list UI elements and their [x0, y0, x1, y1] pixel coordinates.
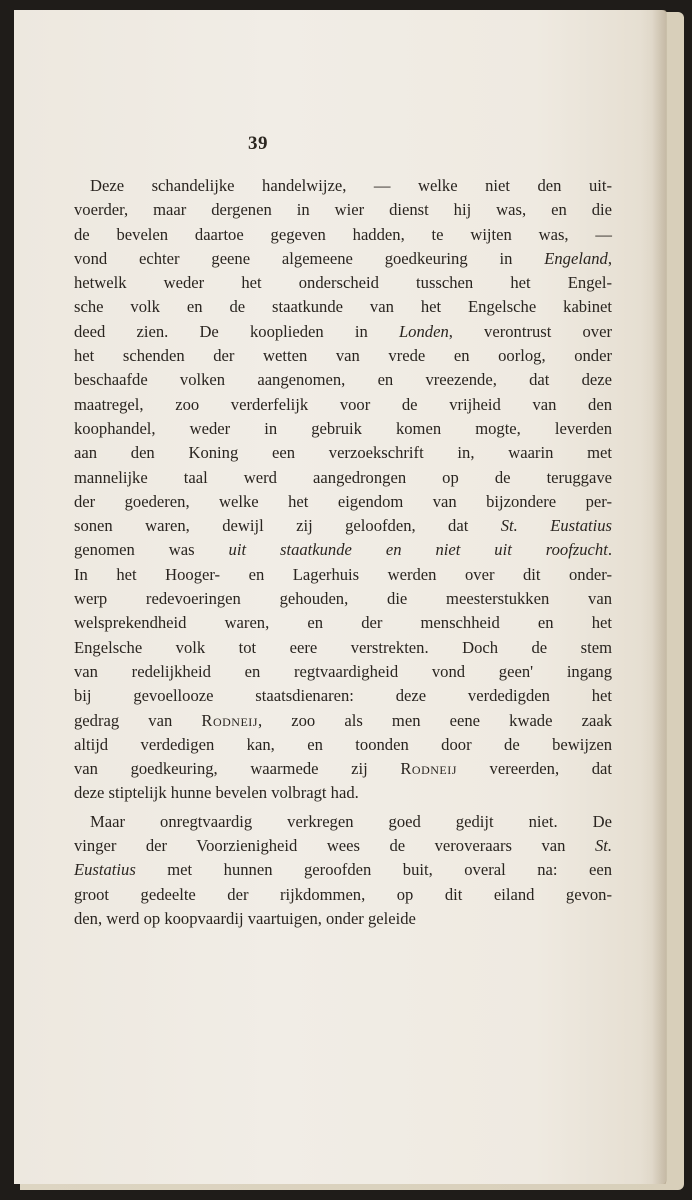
- italic-text: St. Eustatius: [500, 516, 612, 536]
- text-segment: koophandel, weder in gebruik komen mogte, leverden: [74, 418, 612, 438]
- text-segment: gedrag van: [74, 710, 202, 730]
- text-segment: met hunnen geroofden buit, overal na: een: [135, 860, 612, 880]
- small-caps-name: Rodneij: [201, 710, 258, 730]
- text-segment: vinger der Voorzienigheid wees de veroveraars van: [74, 836, 595, 856]
- text-segment: Deze schandelijke handelwijze, — welke niet den uit-: [90, 176, 612, 195]
- text-line: [74, 223, 612, 247]
- page-number: 39: [248, 133, 268, 154]
- page-edge-shadow: [652, 10, 666, 1184]
- text-segment: de bevelen daartoe gegeven hadden, te wijten was, —: [74, 224, 612, 244]
- text-segment: groot gedeelte der rijkdommen, op dit eiland gevon-: [74, 884, 612, 904]
- text-segment: bij gevoellooze staatsdienaren: deze verdedigden het: [74, 686, 612, 706]
- text-line: [74, 781, 612, 805]
- text-line: [74, 198, 612, 222]
- text-segment: Maar onregtvaardig verkregen goed gedijt niet. De: [90, 811, 612, 831]
- text-line: [74, 466, 612, 490]
- text-segment: .: [607, 540, 612, 560]
- text-segment: hetwelk weder het onderscheid tusschen het Engel-: [74, 273, 612, 293]
- text-segment: der goederen, welke het eigendom van bijzondere per-: [74, 491, 612, 511]
- text-line: [74, 587, 612, 611]
- text-segment: deed zien. De kooplieden in: [74, 321, 399, 341]
- text-segment: vond echter geene algemeene goedkeuring in: [74, 248, 545, 268]
- text-line: [74, 393, 612, 417]
- text-segment: vereerden, dat: [456, 759, 612, 779]
- text-line: [74, 834, 612, 858]
- text-line: [74, 858, 612, 882]
- text-segment: In het Hooger- en Lagerhuis werden over dit onder-: [74, 564, 612, 584]
- italic-text: Eustatius: [74, 860, 136, 880]
- text-segment: mannelijke taal werd aangedrongen op de teruggave: [74, 467, 612, 487]
- text-line: [74, 295, 612, 319]
- text-line: [74, 538, 612, 562]
- text-line: [74, 417, 612, 441]
- small-caps-name: Rodneij: [400, 759, 457, 779]
- text-segment: deze stiptelijk hunne bevelen volbragt had.: [74, 783, 359, 803]
- text-line: [74, 883, 612, 907]
- text-line: [74, 636, 612, 660]
- text-line: [74, 441, 612, 465]
- text-line: [74, 490, 612, 514]
- text-line: [74, 514, 612, 538]
- text-segment: sche volk en de staatkunde van het Engelsche kabinet: [74, 297, 612, 317]
- italic-text: uit staatkunde en niet uit roofzucht: [228, 540, 608, 560]
- text-segment: , zoo als men eene kwade zaak: [257, 710, 612, 730]
- text-line: [74, 611, 612, 635]
- italic-text: Engeland: [544, 248, 608, 268]
- text-segment: maatregel, zoo verderfelijk voor de vrijheid van den: [74, 394, 612, 414]
- text-segment: van goedkeuring, waarmede zij: [74, 759, 401, 779]
- text-line: [74, 271, 612, 295]
- text-line: [74, 757, 612, 781]
- text-segment: ,: [607, 248, 612, 268]
- text-line: [74, 684, 612, 708]
- text-segment: altijd verdedigen kan, en toonden door de bewijzen: [74, 734, 612, 754]
- text-segment: sonen waren, dewijl zij geloofden, dat: [74, 516, 501, 536]
- text-segment: genomen was: [74, 540, 229, 560]
- text-segment: aan den Koning een verzoekschrift in, waarin met: [74, 443, 612, 463]
- italic-text: Londen: [398, 321, 449, 341]
- paragraph: [74, 174, 612, 806]
- text-segment: werp redevoeringen gehouden, die meesterstukken van: [74, 589, 612, 609]
- text-line: [74, 660, 612, 684]
- paragraph: [74, 810, 612, 931]
- text-segment: den, werd op koopvaardij vaartuigen, onder geleide: [74, 908, 416, 928]
- text-segment: voerder, maar dergenen in wier dienst hij was, en die: [74, 200, 612, 220]
- text-segment: het schenden der wetten van vrede en oorlog, onder: [74, 346, 612, 366]
- text-line: [74, 320, 612, 344]
- text-line: [74, 733, 612, 757]
- text-line: [74, 709, 612, 733]
- italic-text: St.: [594, 836, 612, 856]
- text-segment: welsprekendheid waren, en der menschheid en het: [74, 613, 612, 633]
- text-line: [74, 368, 612, 392]
- text-segment: van redelijkheid en regtvaardigheid vond geen' ingang: [74, 661, 612, 681]
- text-line: [74, 563, 612, 587]
- body-text: [74, 174, 612, 931]
- text-line: [74, 247, 612, 271]
- text-segment: Engelsche volk tot eere verstrekten. Doch de stem: [74, 637, 612, 657]
- text-line: [74, 810, 612, 834]
- text-segment: beschaafde volken aangenomen, en vreezende, dat deze: [74, 370, 612, 390]
- text-segment: , verontrust over: [448, 321, 612, 341]
- text-line: [74, 174, 612, 198]
- text-line: [74, 344, 612, 368]
- text-line: [74, 907, 612, 931]
